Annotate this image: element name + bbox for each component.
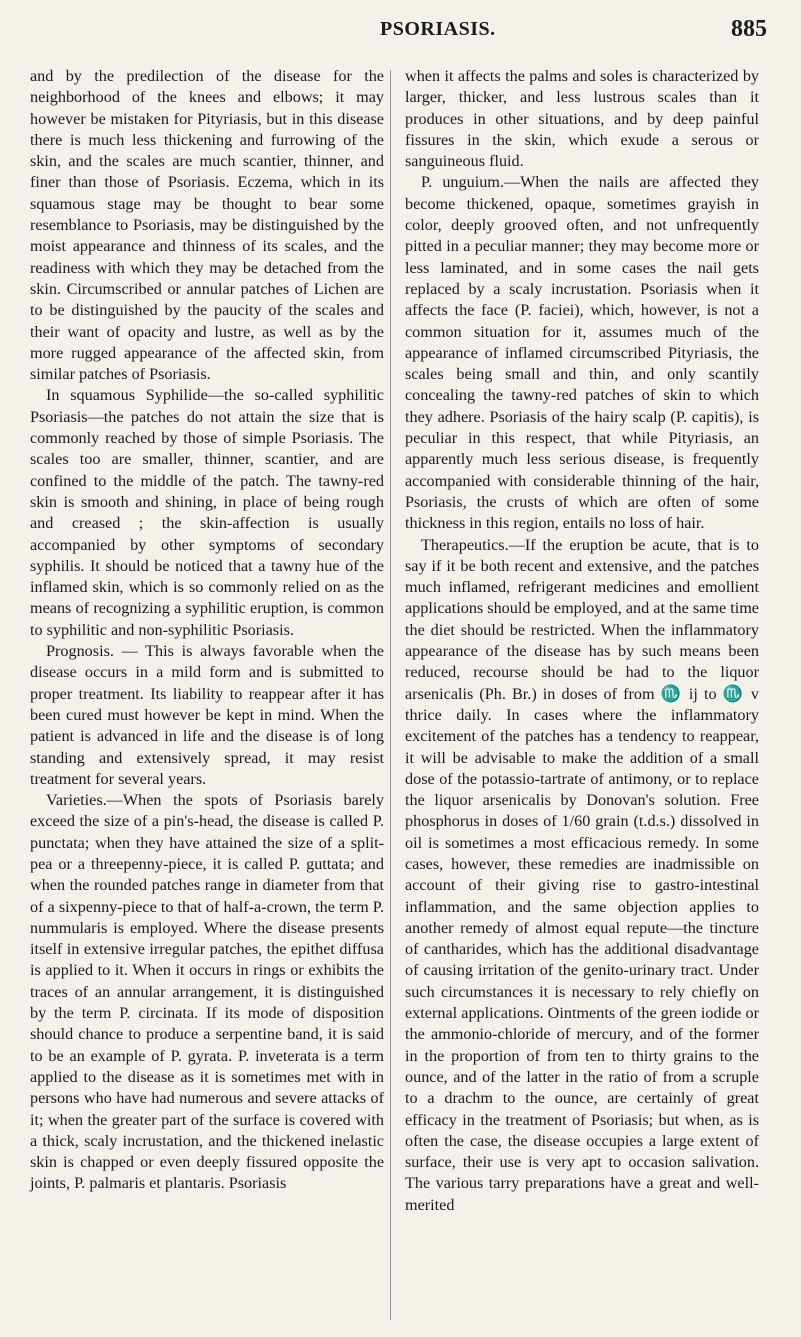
paragraph-palmaris-continued: when it affects the palms and soles is characterized by larger, thicker, and less lustrous scales than it produces in other situations, and by deep painful fissures in the skin, which exude a serous or sanguineous fluid. <box>405 67 759 171</box>
running-title: PSORIASIS. <box>380 18 496 40</box>
paragraph-therapeutics: Therapeutics.—If the eruption be acute, that is to say if it be both recent and extensive, and the patches much inflamed, refrigerant medicines and emollient applications should be employed, and at the same time the diet should be restricted. When the inflammatory appearance of the disease has by such means been reduced, recourse should be had to the liquor arsenicalis (Ph. Br.) in doses of from ♏ ij to ♏ v thrice daily. In cases where the inflammatory excitement of the patches has a tendency to reappear, it will be advisable to make the addition of a small dose of the potassio-tartrate of antimony, or to replace the liquor arsenicalis by Donovan's solution. Free phosphorus in doses of 1/60 grain (t.d.s.) dissolved in oil is sometimes a most efficacious remedy. In some cases, however, these remedies are inadmissible on account of their giving rise to gastro-intestinal inflammation, and the same objection applies to another remedy of almost equal repute—the tincture of cantharides, which has the additional disadvantage of causing irritation of the genito-urinary tract. Under such circumstances it is necessary to rely chiefly on external applications. Ointments of the green iodide or the ammonio-chloride of mercury, and of the former in the proportion of from ten to thirty grains to the ounce, and of the latter in the ratio of from a scruple to a drachm to the ounce, are certainly of great efficacy in the treatment of Psoriasis; but when, as is often the case, the disease occupies a large extent of surface, their use is very apt to occasion salivation. The various tarry preparations have a great and well-merited <box>405 535 759 1214</box>
page-header <box>380 16 767 46</box>
paragraph-unguium: P. unguium.—When the nails are affected they become thickened, opaque, sometimes grayish in color, deeply grooved often, and not unfrequently pitted in a peculiar manner; they may become more or less laminated, and in some cases the nail gets replaced by a scaly incrustation. Psoriasis when it affects the face (P. faciei), which, however, is not a common situation for it, assumes much of the appearance of inflamed circumscribed Pityriasis, the scales being small and thin, and only scantily concealing the tawny-red patches of skin to which they adhere. Psoriasis of the hairy scalp (P. capitis), is peculiar in this respect, that while Pityriasis, an apparently much less serious disease, is frequently accompanied with considerable thinning of the hair, Psoriasis, the crusts of which are often of some thickness in this region, entails no loss of hair. <box>405 173 759 533</box>
paragraph-diagnosis-continued: and by the predilection of the disease for the neighborhood of the knees and elbows; it may however be mistaken for Pityriasis, but in this disease there is much less thickening and furrowing of the skin, and the scales are much scantier, thinner, and finer than those of Psoriasis. Eczema, which in its squamous stage may be thought to bear some resemblance to Psoriasis, may be distinguished by the moist appearance and thinness of its scales, and the readiness with which they may be detached from the skin. Circumscribed or annular patches of Lichen are to be distinguished by the paucity of the scales and their want of opacity and lustre, as well as by the more rugged appearance of the affected skin, from similar patches of Psoriasis. <box>30 67 384 384</box>
right-column <box>405 66 759 1216</box>
column-divider <box>390 70 391 1320</box>
paragraph-syphilide: In squamous Syphilide—the so-called syphilitic Psoriasis—the patches do not attain the size that is commonly reached by those of simple Psoriasis. The scales too are smaller, thinner, scantier, and are confined to the middle of the patch. The tawny-red skin is smooth and shining, in place of being rough and creased ; the skin-affection is usually accompanied by other symptoms of secondary syphilis. It should be noticed that a tawny hue of the inflamed skin, which is so commonly relied on as the means of recognizing a syphilitic eruption, is common to syphilitic and non-syphilitic Psoriasis. <box>30 386 384 639</box>
left-column <box>30 66 384 1195</box>
page-number: 885 <box>731 16 767 42</box>
paragraph-varieties: Varieties.—When the spots of Psoriasis barely exceed the size of a pin's-head, the disease is called P. punctata; when they have attained the size of a split-pea or a threepenny-piece, it is called P. guttata; and when the rounded patches range in diameter from that of a sixpenny-piece to that of half-a-crown, the term P. nummularis is employed. Where the disease presents itself in extensive irregular patches, the epithet diffusa is applied to it. When it occurs in rings or exhibits the traces of an annular arrangement, it is distinguished by the term P. circinata. If its mode of disposition should chance to produce a serpentine band, it is said to be an example of P. gyrata. P. inveterata is a term applied to the disease as it is sometimes met with in persons who have had numerous and severe attacks of it; when the greater part of the surface is covered with a thick, scaly incrustation, and the thickened inelastic skin is chapped or even deeply fissured opposite the joints, P. palmaris et plantaris. Psoriasis <box>30 791 384 1193</box>
paragraph-prognosis: Prognosis. — This is always favorable when the disease occurs in a mild form and is submitted to proper treatment. Its liability to reappear after it has been cured must however be kept in mind. When the patient is advanced in life and the disease is of long standing and extensively spread, it may resist treatment for several years. <box>30 642 384 788</box>
